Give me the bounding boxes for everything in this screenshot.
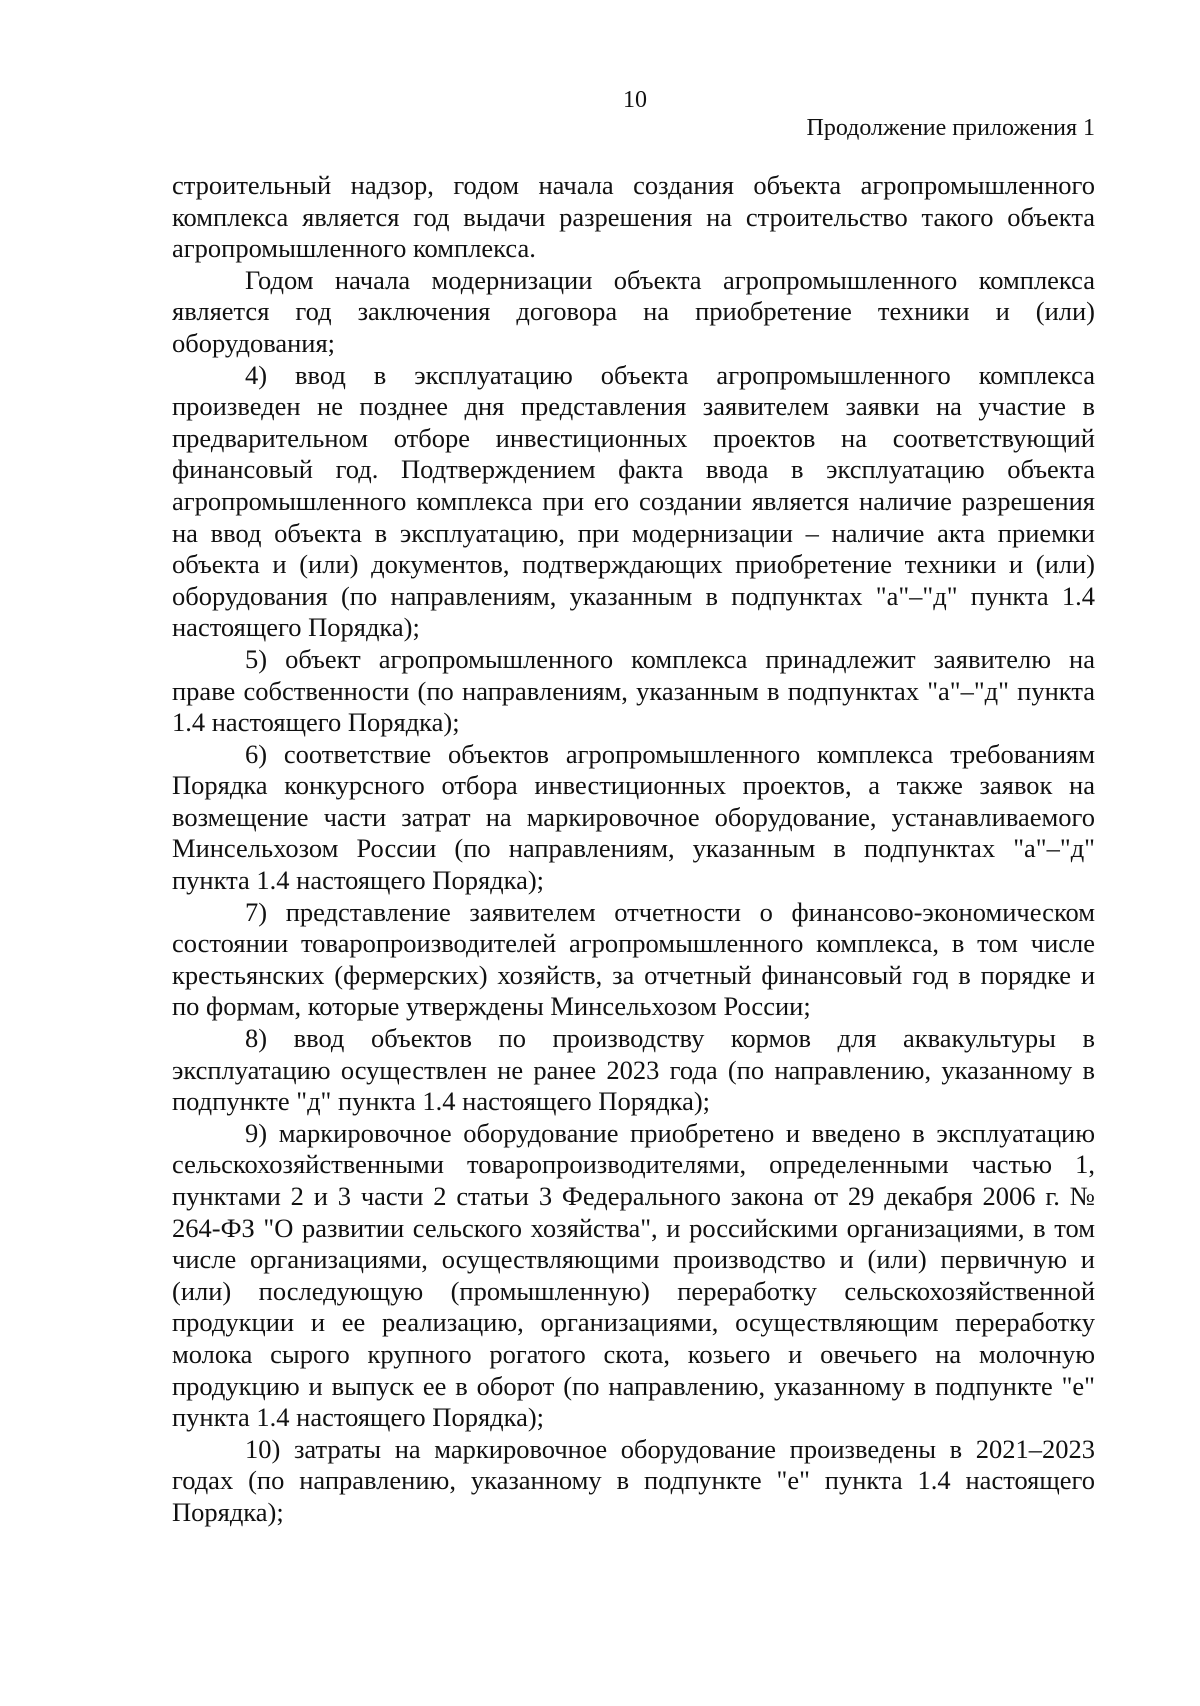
paragraph-construction-supervision: строительный надзор, годом начала создания объекта агропромышленного комплекса является год выдачи разрешения на строительство такого объекта агропромышленного комплекса. [172,170,1095,264]
paragraph-item-8: 8) ввод объектов по производству кормов для аквакультуры в эксплуатацию осуществлен не ранее 2023 года (по направлению, указанному в подпункте "д" пункта 1.4 настоящего Порядка); [172,1023,1095,1117]
paragraph-modernization-year: Годом начала модернизации объекта агропромышленного комплекса является год заключения договора на приобретение техники и (или) оборудования; [172,264,1095,358]
paragraph-item-4: 4) ввод в эксплуатацию объекта агропромышленного комплекса произведен не позднее дня представления заявителем заявки на участие в предварительном отборе инвестиционных проектов на соответствующий финансовый год. Подтверждением факта ввода в эксплуатацию объекта агропромышленного комплекса при его создании является наличие разрешения на ввод объекта в эксплуатацию, при модернизации – наличие акта приемки объекта и (или) документов, подтверждающих приобретение техники и (или) оборудования (по направлениям, указанным в подпунктах "а"–"д" пункта 1.4 настоящего Порядка); [172,359,1095,643]
paragraph-item-9: 9) маркировочное оборудование приобретено и введено в эксплуатацию сельскохозяйственными товаропроизводителями, определенными частью 1, пунктами 2 и 3 части 2 статьи 3 Федерального закона от 29 декабря 2006 г. № 264-ФЗ "О развитии сельского хозяйства", и российскими организациями, в том числе организациями, осуществляющими производство и (или) первичную и (или) последующую (промышленную) переработку сельскохозяйственной продукции и ее реализацию, организациями, осуществляющим переработку молока сырого крупного рогатого скота, козьего и овечьего на молочную продукцию и выпуск ее в оборот (по направлению, указанному в подпункте "е" пункта 1.4 настоящего Порядка); [172,1117,1095,1433]
appendix-continuation-label: Продолжение приложения 1 [806,115,1095,141]
paragraph-item-5: 5) объект агропромышленного комплекса принадлежит заявителю на праве собственности (по направлениям, указанным в подпунктах "а"–"д" пункта 1.4 настоящего Порядка); [172,643,1095,738]
page-number: 10 [623,87,647,113]
paragraph-item-10: 10) затраты на маркировочное оборудование произведены в 2021–2023 годах (по направлению, указанному в подпункте "е" пункта 1.4 настоящего Порядка); [172,1433,1095,1527]
paragraph-item-7: 7) представление заявителем отчетности о финансово-экономическом состоянии товаропроизводителей агропромышленного комплекса, в том числе крестьянских (фермерских) хозяйств, за отчетный финансовый год в порядке и по формам, которые утверждены Минсельхозом России; [172,896,1095,1022]
document-body [172,170,1095,1529]
paragraph-item-6: 6) соответствие объектов агропромышленного комплекса требованиям Порядка конкурсного отбора инвестиционных проектов, а также заявок на возмещение части затрат на маркировочное оборудование, устанавливаемого Минсельхозом России (по направлениям, указанным в подпунктах "а"–"д" пункта 1.4 настоящего Порядка); [172,738,1095,896]
